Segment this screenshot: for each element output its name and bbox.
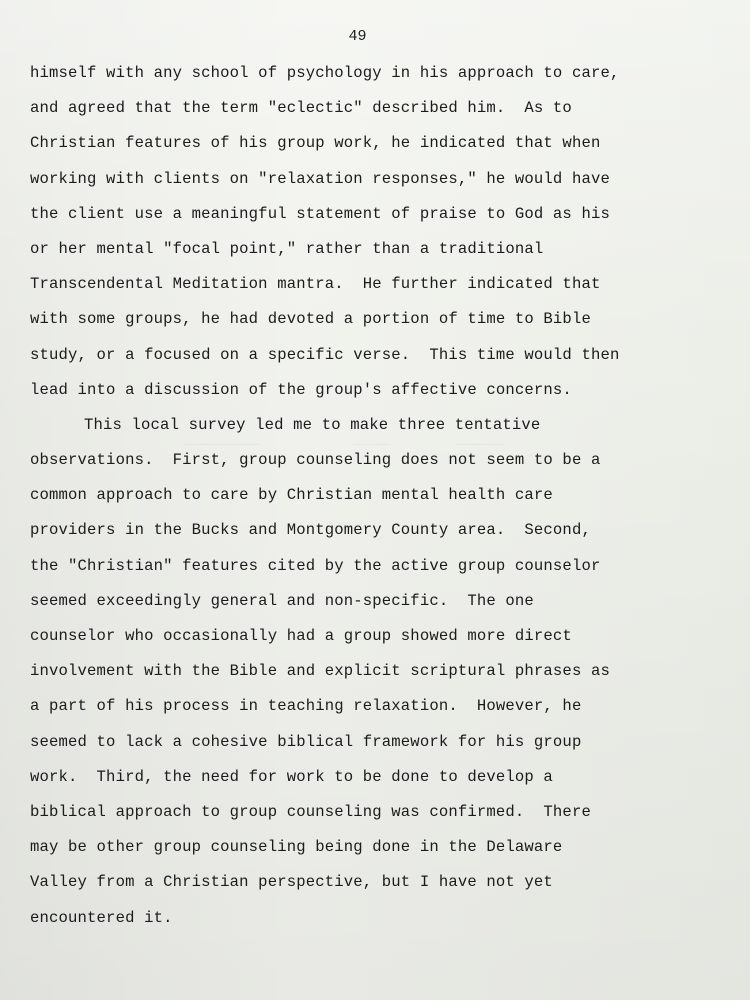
- body-text: [30, 56, 720, 936]
- text-line: counselor who occasionally had a group showed more direct: [30, 627, 572, 645]
- text-line: seemed exceedingly general and non-specific. The one: [30, 591, 534, 610]
- text-line: and agreed that the term "eclectic" described him. As to: [30, 99, 572, 118]
- text-line: encountered it.: [30, 908, 173, 927]
- text-line: working with clients on "relaxation responses," he would have: [30, 169, 610, 188]
- text-line: Valley from a Christian perspective, but I have not yet: [30, 873, 553, 892]
- text-line: involvement with the Bible and explicit scriptural phrases as: [30, 662, 610, 681]
- text-line: common approach to care by Christian mental health care: [30, 486, 553, 505]
- text-line: seemed to lack a cohesive biblical framework for his group: [30, 732, 582, 751]
- text-line: may be other group counseling being done in the Delaware: [30, 838, 563, 857]
- text-line: lead into a discussion of the group's affective concerns.: [30, 380, 572, 399]
- text-line: work. Third, the need for work to be done to develop a: [30, 767, 553, 786]
- paragraph-start-line: This local survey led me to make three tentative: [84, 415, 541, 434]
- text-line: a part of his process in teaching relaxation. However, he: [30, 697, 582, 716]
- text-line: with some groups, he had devoted a portion of time to Bible: [30, 310, 591, 329]
- text-line: the "Christian" features cited by the active group counselor: [30, 556, 601, 575]
- text-line: study, or a focused on a specific verse. This time would then: [30, 345, 620, 364]
- text-line: Christian features of his group work, he indicated that when: [30, 134, 601, 153]
- text-line: observations. First, group counseling does not seem to be a: [30, 451, 601, 470]
- page-number: 49: [348, 28, 367, 45]
- text-line: Transcendental Meditation mantra. He further indicated that: [30, 275, 601, 294]
- text-line: or her mental "focal point," rather than a traditional: [30, 239, 544, 258]
- bleed-through-texture: ________ ____ _____: [110, 430, 504, 448]
- text-line: himself with any school of psychology in his approach to care,: [30, 64, 620, 82]
- text-line: biblical approach to group counseling was confirmed. There: [30, 802, 591, 821]
- text-line: the client use a meaningful statement of praise to God as his: [30, 204, 610, 223]
- text-line: providers in the Bucks and Montgomery County area. Second,: [30, 521, 591, 540]
